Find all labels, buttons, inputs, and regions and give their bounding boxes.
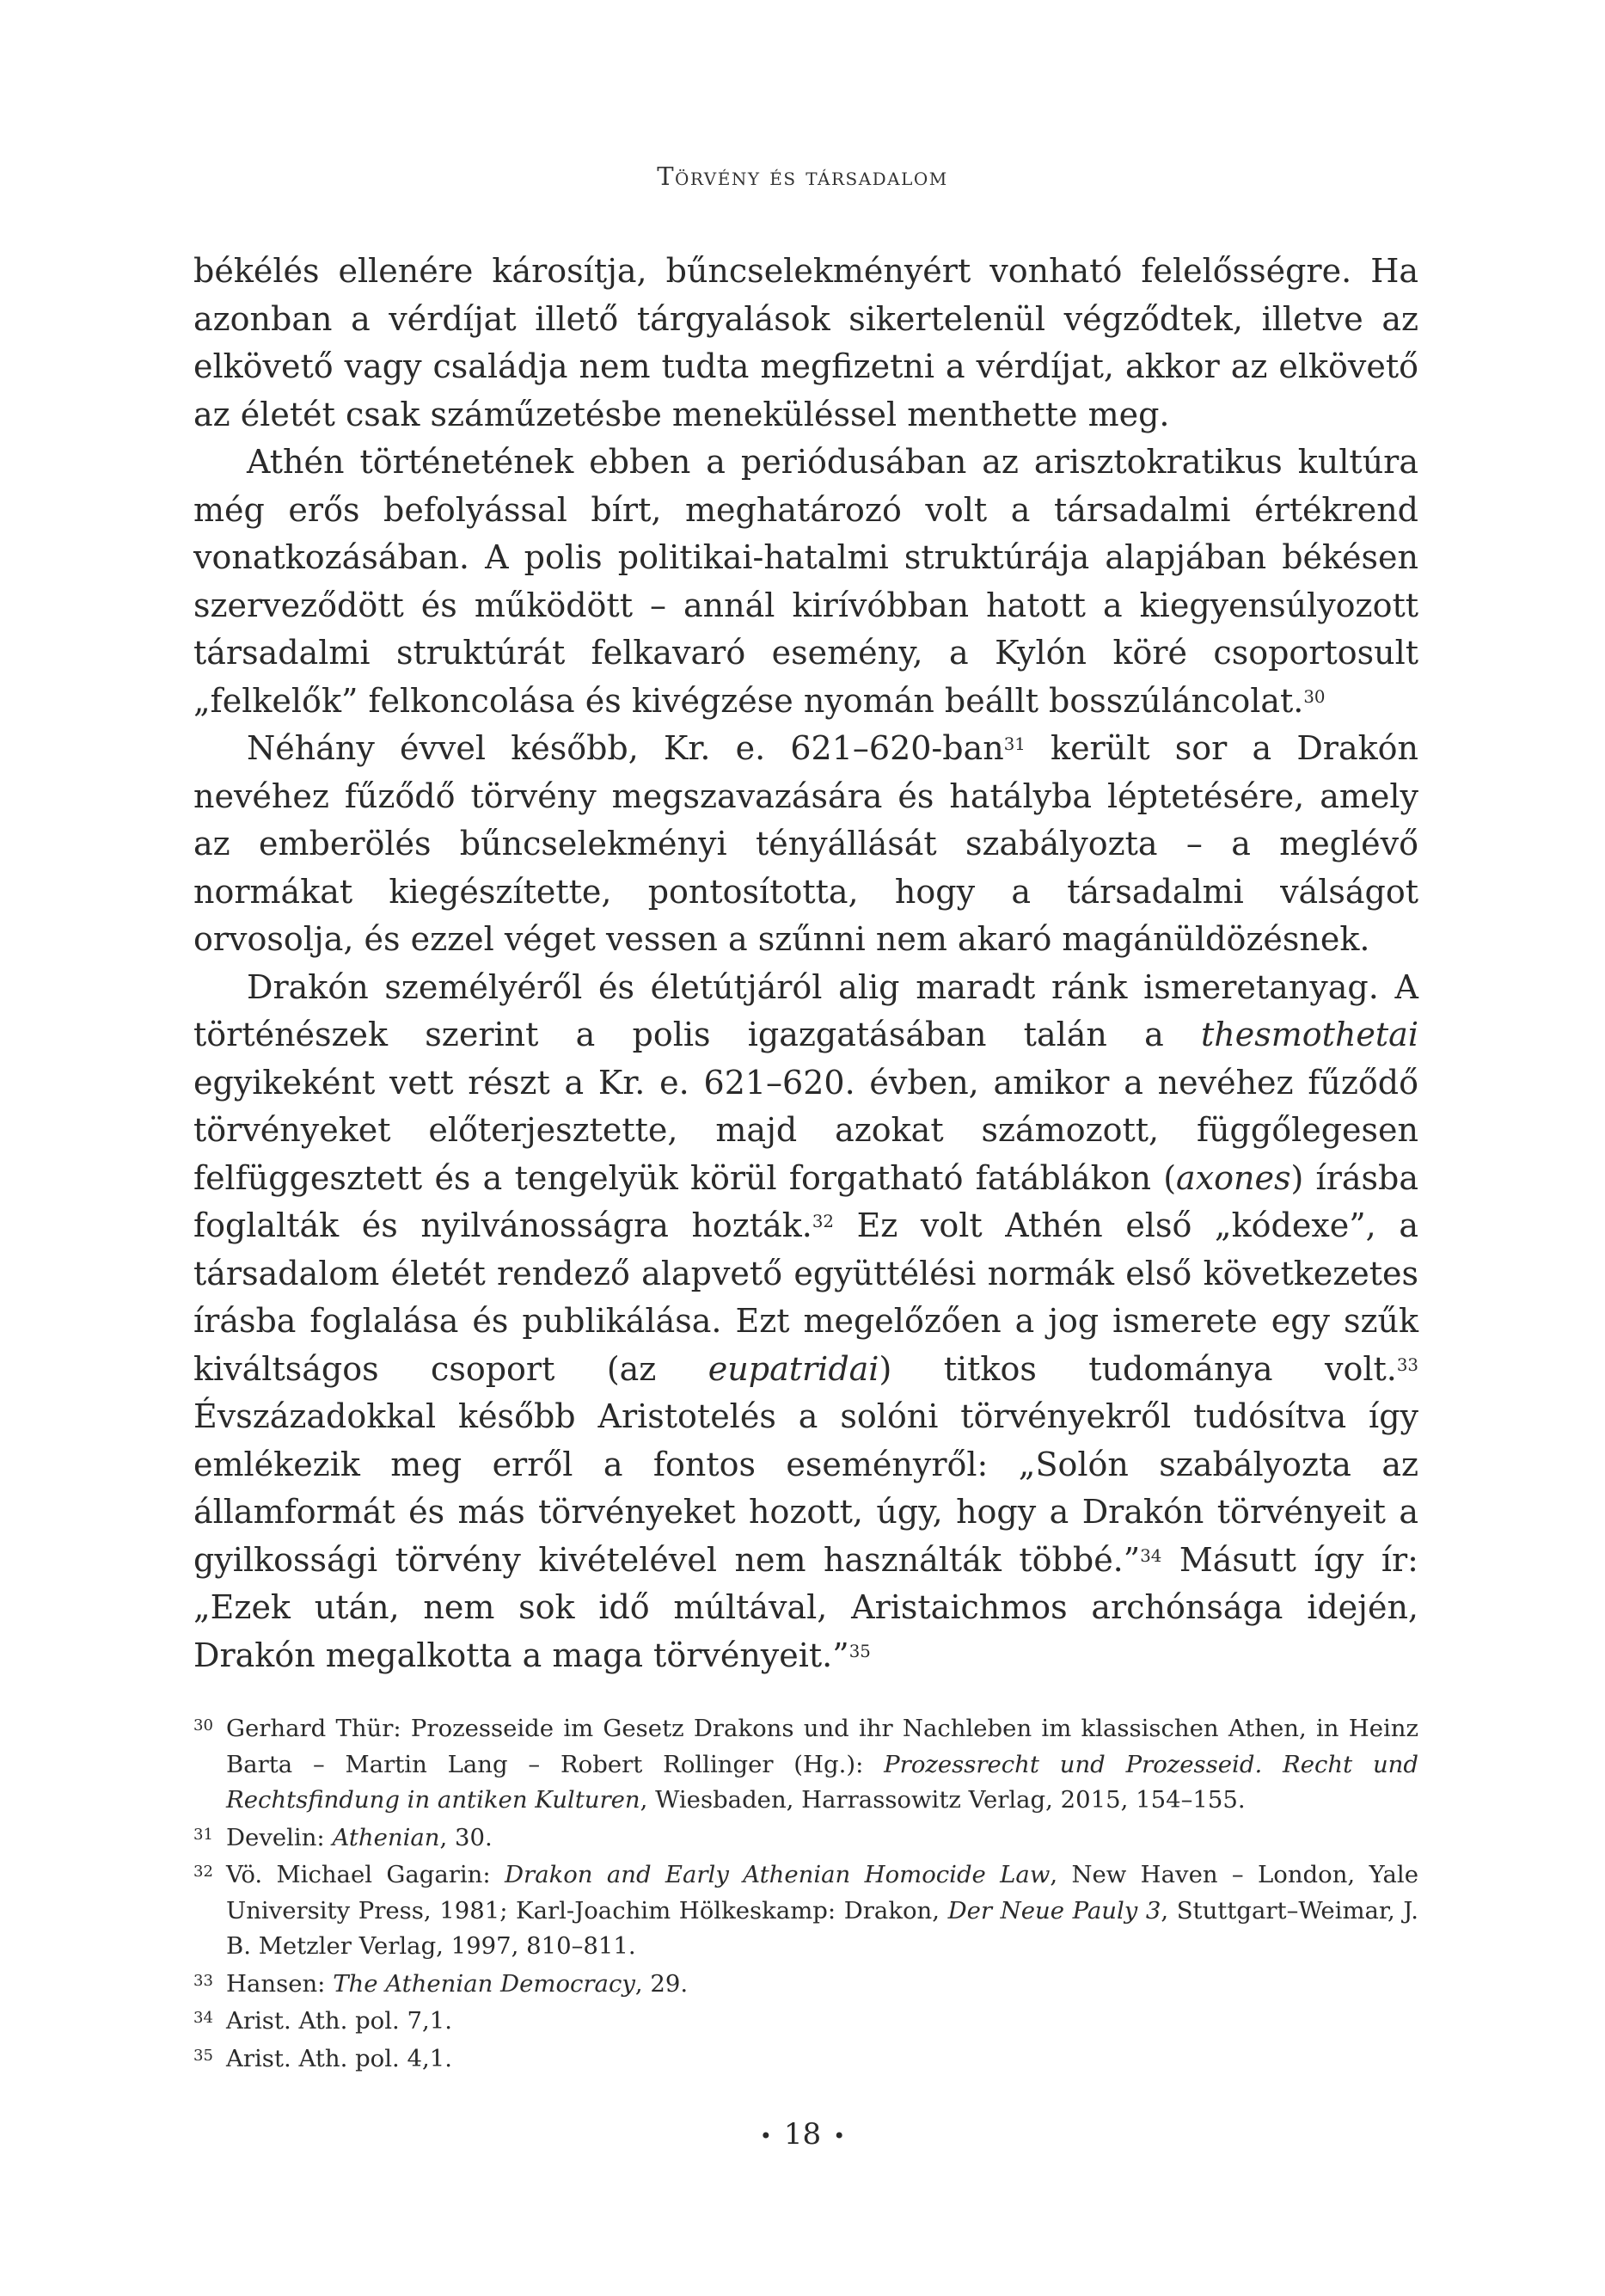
term-eupatridai: eupatridai [708,1349,879,1388]
footnote-number: 33 [193,1971,213,1990]
term-axones: axones [1176,1158,1291,1197]
footnote-ref-33[interactable]: 33 [1396,1354,1418,1375]
footnote-31 [193,1820,1418,1857]
footnote-number: 34 [193,2009,213,2027]
bullet-icon: • [833,2124,846,2148]
paragraph-3 [193,725,1418,964]
footnote-34 [193,2004,1418,2040]
footnote-ref-35[interactable]: 35 [848,1641,871,1661]
paragraph-4-text-c: ) írásba foglalták és nyilvánosságra hozták. [193,1158,1419,1244]
footnote-text: , Wiesbaden, Harrassowitz Verlag, 2015, 154–155. [640,1786,1246,1814]
footnotes [193,1711,1418,2078]
paragraph-4-text-d: Ez volt Athén első „kódexe”, a társadalom életét rendező alapvető együttélési normák első következetes írásba foglalása és publikálása. Ezt megelőzően a jog ismerete egy szűk kiváltságos csoport (az [193,1206,1418,1388]
footnote-text: , New Haven – London, Yale University Press, 1981; Karl-Joachim Hölkeskamp: Drakon, [226,1861,1418,1925]
running-head: Törvény és társadalom [657,162,948,191]
page-number-footer [0,2117,1605,2152]
footnote-text: , 30. [439,1823,493,1851]
footnote-number: 32 [193,1863,213,1881]
footnote-italic: Drakon and Early Athenian Homocide Law [505,1861,1051,1888]
footnote-italic: The Athenian Democracy [333,1969,635,1998]
body-text [193,248,1418,1679]
footnote-32 [193,1857,1418,1965]
footnote-text: Gerhard Thür: Prozesseide im Gesetz Drakons und ihr Nachleben im klassischen Athen, in Heinz Barta – Martin Lang – Robert Rollinger (Hg.): [226,1715,1418,1778]
page-number: 18 [783,2117,822,2152]
paragraph-4-text-f: Évszázadokkal később Aristotelés a solóni törvényekről tudósítva így emlékezik meg erről a fontos eseményről: „Solón szabályozta az államformát és más törvényeket hozott, úgy, hogy a Drakón törvényeit a gyilkossági törvény kivételével nem használták többé.” [193,1397,1418,1579]
footnote-35 [193,2041,1418,2078]
paragraph-3-text-a: Néhány évvel később, Kr. e. 621–620-ban [247,729,1004,767]
paragraph-1: békélés ellenére károsítja, bűncselekményért vonható felelősségre. Ha azonban a vérdíjat illető tárgyalások sikertelenül végződtek, illetve az elkövető vagy családja nem tudta megfizetni a vérdíjat, akkor az elkövető az életét csak száműzetésbe meneküléssel menthette meg. [193,252,1418,433]
footnote-text: Arist. Ath. pol. 4,1. [226,2044,452,2072]
footnote-number: 30 [193,1716,213,1734]
paragraph-4-text-g: Másutt így ír: „Ezek után, nem sok idő múltával, Aristaichmos archónsága idején, Drakón megalkotta a maga törvényeit.” [193,1540,1418,1674]
footnote-text: , 29. [634,1969,689,1998]
footnote-italic: Der Neue Pauly 3 [947,1896,1161,1925]
footnote-number: 35 [193,2046,213,2065]
footnote-number: 31 [193,1825,213,1844]
footnote-ref-31[interactable]: 31 [1003,734,1026,755]
footnote-italic: Athenian [332,1823,440,1851]
footnote-ref-34[interactable]: 34 [1140,1545,1162,1566]
footnote-text: Vö. Michael Gagarin: [226,1861,505,1888]
paragraph-4-text-b: egyikeként vett részt a Kr. e. 621–620. évben, amikor a nevéhez fűződő törvényeket előterjesztette, majd azokat számozott, függőlegesen felfüggesztett és a tengelyük körül forgatható fatáblákon ( [193,1063,1418,1197]
paragraph-2 [193,439,1418,725]
footnote-30 [193,1711,1418,1819]
paragraph-4-text-e: ) titkos tudománya volt. [879,1349,1397,1388]
footnote-ref-32[interactable]: 32 [812,1212,834,1232]
paragraph-4 [193,964,1418,1680]
footnote-33 [193,1967,1418,2003]
paragraph-3-text-b: került sor a Drakón nevéhez fűződő törvény megszavazására és hatályba léptetésére, amely az emberölés bűncselekményi tényállását szabályozta – a meglévő normákat kiegészítette, pontosította, hogy a társadalmi válságot orvosolja, és ezzel véget vessen a szűnni nem akaró magánüldözésnek. [193,729,1418,958]
paragraph-2-text: Athén történetének ebben a periódusában az arisztokratikus kultúra még erős befolyással bírt, meghatározó volt a társadalmi értékrend vonatkozásában. A polis politikai-hatalmi struktúrája alapjában békésen szerveződött és működött – annál kirívóbban hatott a kiegyensúlyozott társadalmi struktúrát felkavaró esemény, a Kylón köré csoportosult „felkelők” felkoncolása és kivégzése nyomán beállt bosszúláncolat. [193,443,1418,720]
footnote-text: Develin: [226,1823,333,1851]
footnote-text: Hansen: [226,1969,334,1998]
paragraph-4-text-a: Drakón személyéről és életútjáról alig maradt ránk ismeretanyag. A történészek szerint a polis igazgatásában talán a [193,967,1418,1053]
footnote-ref-30[interactable]: 30 [1303,686,1326,707]
term-thesmothetai: thesmothetai [1201,1016,1418,1053]
footnote-italic: Prozessrecht und Prozesseid. Recht und Rechtsfindung in antiken Kulturen [226,1750,1418,1814]
footnote-text: , Stuttgart–Weimar, J. B. Metzler Verlag, 1997, 810–811. [226,1896,1419,1960]
footnote-text: Arist. Ath. pol. 7,1. [226,2007,452,2035]
bullet-icon: • [759,2124,772,2148]
